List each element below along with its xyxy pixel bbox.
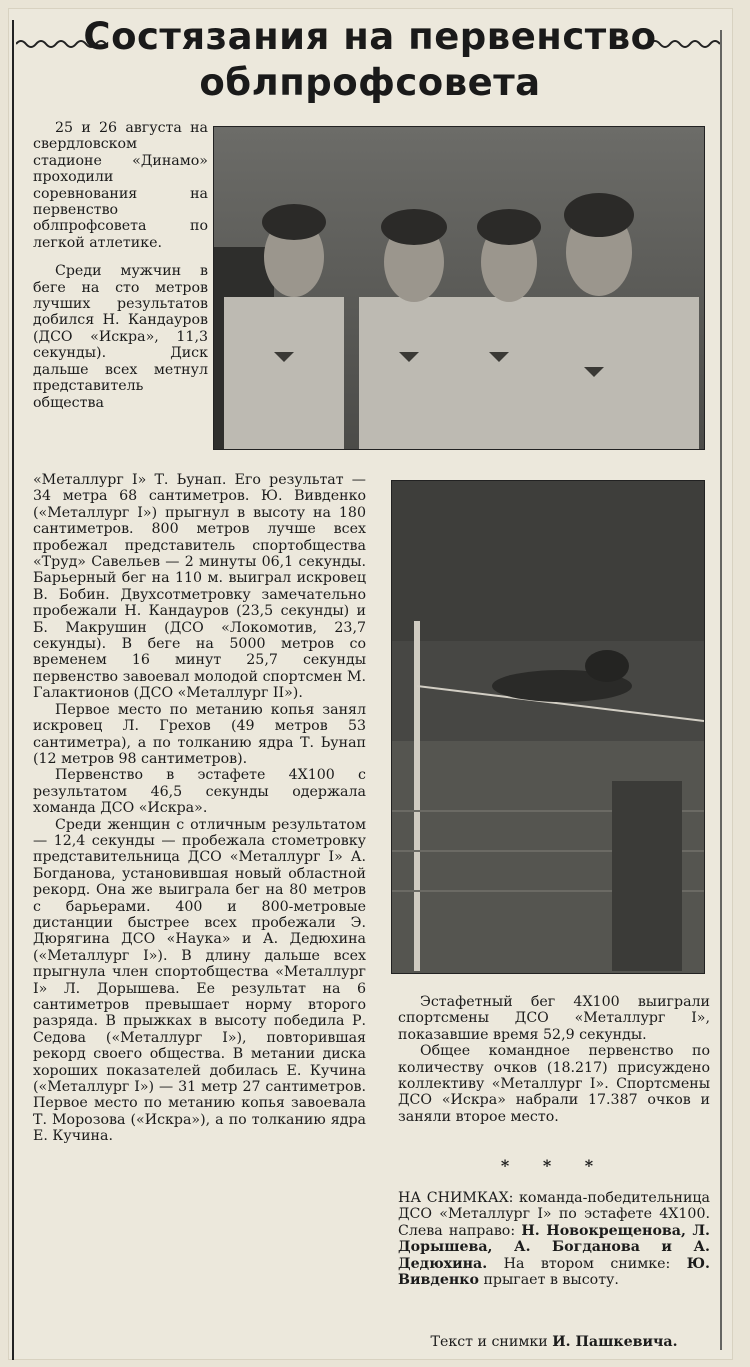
left-rule	[12, 20, 14, 1360]
right-paragraph-2: Общее командное первенство по количеству очков (18.217) присуждено коллективу «Металлург I». Спортсмены ДСО «Искра» набрали 17.387 очков и заняли второе место.	[398, 1043, 710, 1125]
section-separator: * * *	[500, 1156, 608, 1175]
main-paragraph-4: Среди женщин с отличным результатом — 12,4 секунды — пробежала стометровку представительница ДСО «Металлург I» А. Богданова, установившая новый областной рекорд. Она же выиграла бег на 80 метров с барьерами. 400 и 800-метровые дистанции быстрее всех пробежали Э. Дюрягина ДСО «Наука» и А. Дедюхина («Металлург I»). В длину дальше всех прыгнула член спортобщества «Металлург I» Л. Дорышева. Ее результат на 6 сантиметров превышает норму второго разряда. В прыжках в высоту победила Р. Седова («Металлург I»), повторившая рекорд своего общества. В метании диска хороших показателей добилась Е. Кучина («Металлург I») — 31 метр 27 сантиметров. Первое место по метанию копья завоевала Т. Морозова («Искра»), а по толканию ядра Е. Кучина.	[33, 816, 366, 1145]
title-line-2: облпрофсовета	[199, 61, 541, 104]
high-jump-photo	[391, 480, 705, 974]
caption-names: Н. Новокрещенова, Л. Дорышева, А. Богданова и А. Дедюхина.	[398, 1222, 710, 1272]
caption-text-1: команда-победительница ДСО «Металлург I» по эстафете 4Х100. Слева направо:	[398, 1190, 710, 1239]
main-paragraph-3: Первенство в эстафете 4Х100 с результатом 46,5 секунды одержала хоманда ДСО «Искра».	[33, 767, 366, 817]
caption-text-3: прыгает в высоту.	[478, 1272, 619, 1289]
title-line-1: Состязания на первенство	[83, 15, 657, 58]
credit-prefix: Текст и снимки	[430, 1334, 548, 1350]
photo-caption	[398, 1190, 710, 1288]
credit-author: И. Пашкевича.	[552, 1334, 678, 1350]
caption-text-2: На втором снимке:	[487, 1255, 687, 1272]
caption-lead: НА СНИМКАХ:	[398, 1190, 514, 1206]
main-column	[33, 472, 366, 1145]
right-rule	[720, 30, 722, 1350]
intro-column	[33, 120, 208, 411]
article-title	[20, 14, 720, 106]
right-column	[398, 994, 710, 1125]
relay-team-photo	[213, 126, 705, 450]
left-paragraph-1: Среди мужчин в беге на сто метров лучших результатов добился Н. Кандауров (ДСО «Искра», 11,3 секунды). Диск дальше всех метнул представитель общества	[33, 263, 208, 411]
caption-second-name: Ю. Вивденко	[398, 1255, 710, 1289]
main-paragraph-1: «Металлург I» Т. Ьунап. Его результат — 34 метра 68 сантиметров. Ю. Вивденко («Металлург I») прыгнул в высоту на 180 сантиметров. 800 метров лучше всех пробежал представитель спортобщества «Труд» Савельев — 2 минуты 06,1 секунды. Барьерный бег на 110 м. выиграл искровец В. Бобин. Двухсотметровку замечательно пробежали Н. Кандауров (23,5 секунды) и Б. Макрушин (ДСО «Локомотив, 23,7 секунды). В беге на 5000 метров со временем 16 минут 25,7 секунды первенство завоевал молодой спортсмен М. Галактионов (ДСО «Металлург II»).	[33, 472, 366, 702]
main-paragraph-2: Первое место по метанию копья занял искровец Л. Грехов (49 метров 53 сантиметра), а по толканию ядра Т. Ьунап (12 метров 98 сантиметров).	[33, 701, 366, 767]
credit-line	[398, 1334, 710, 1350]
intro-paragraph: 25 и 26 августа на свердловском стадионе «Динамо» проходили соревнования на первенство облпрофсовета по легкой атлетике.	[33, 120, 208, 251]
right-paragraph-1: Эстафетный бег 4Х100 выиграли спортсмены ДСО «Металлург I», показавшие время 52,9 секунды.	[398, 994, 710, 1043]
